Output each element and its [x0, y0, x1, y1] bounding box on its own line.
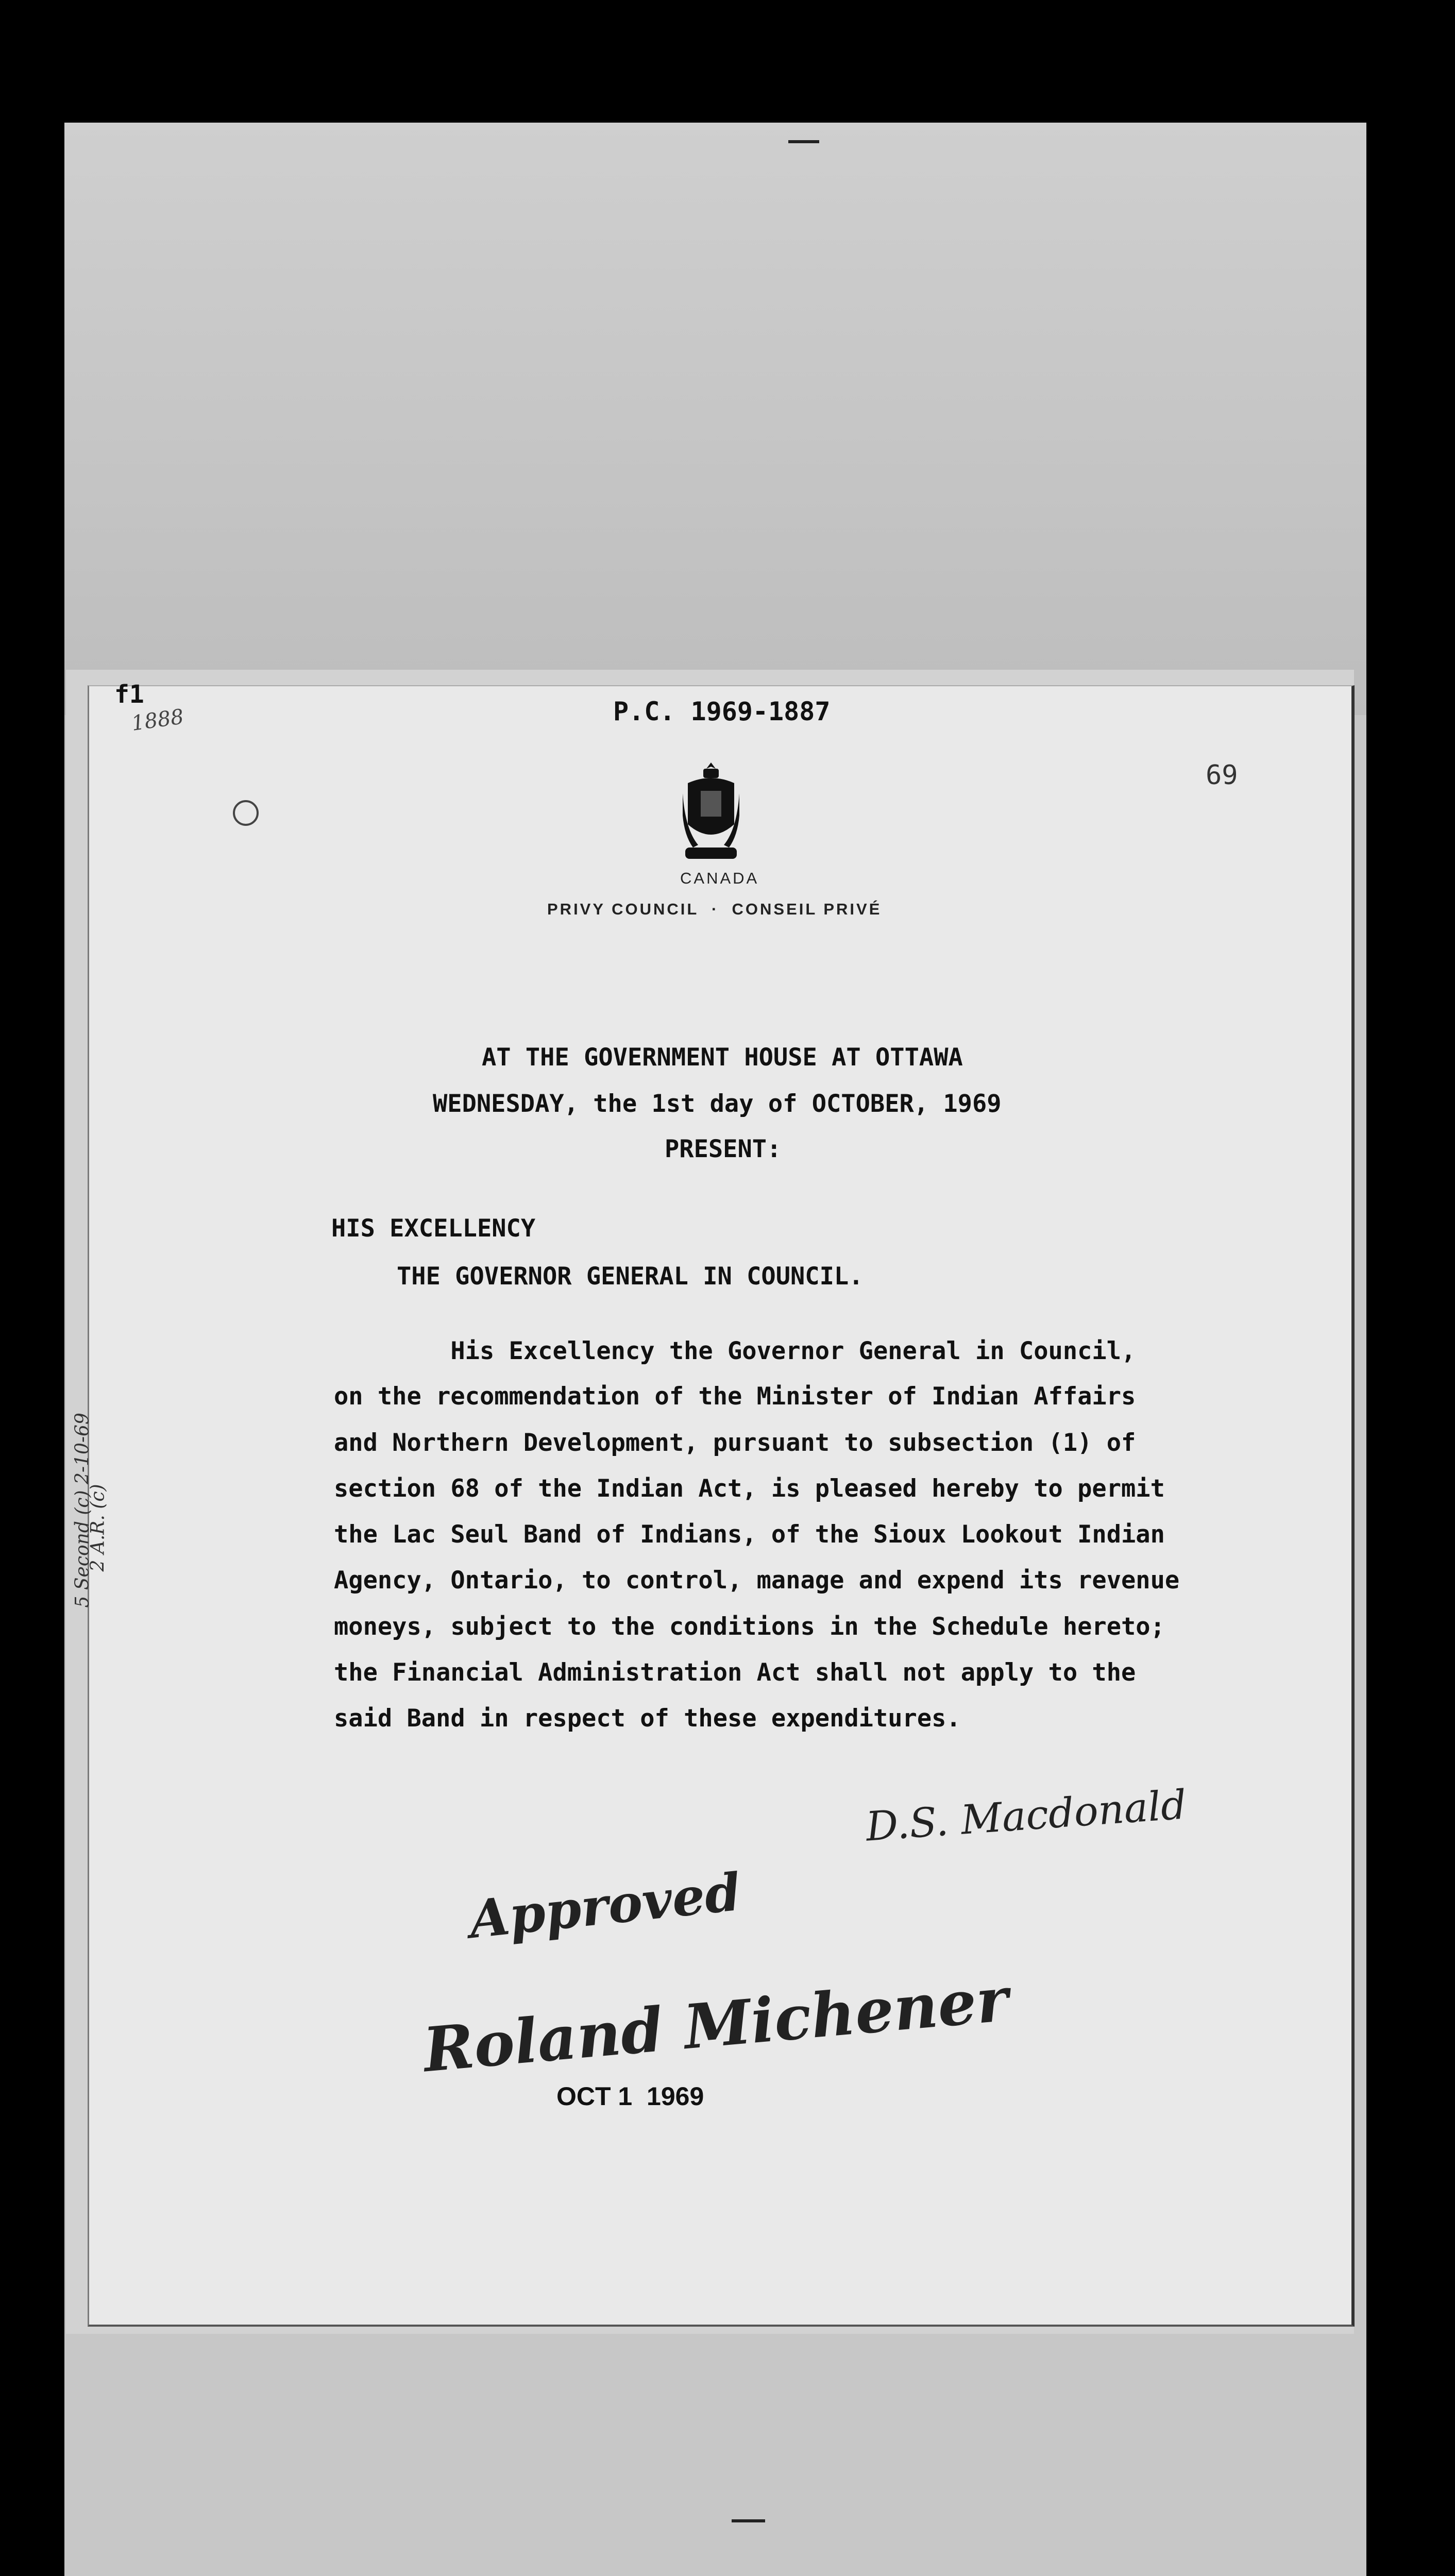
clerk-signature: D.S. Macdonald	[864, 1782, 1188, 1851]
heading-line-2: WEDNESDAY, the 1st day of OCTOBER, 1969	[433, 1090, 1002, 1118]
approval-date-stamp: OCT 1 1969	[556, 2082, 704, 2111]
margin-note: 5 Second (c) 2-10-69	[72, 1413, 93, 1608]
coat-of-arms-icon	[683, 762, 739, 866]
crest-caption: CANADA	[680, 869, 759, 887]
film-mark	[788, 140, 819, 143]
film-mark	[732, 2519, 765, 2522]
body-line: the Financial Administration Act shall not apply to the	[334, 1658, 1136, 1687]
salutation-line-1: HIS EXCELLENCY	[331, 1214, 536, 1243]
pc-number: P.C. 1969-1887	[613, 697, 831, 726]
document-page	[88, 685, 1355, 2327]
body-line: His Excellency the Governor General in Council,	[334, 1337, 1136, 1365]
body-line: moneys, subject to the conditions in the Schedule hereto;	[334, 1613, 1165, 1641]
margin-note: 2 A.R. (c)	[87, 1484, 109, 1572]
salutation-line-2: THE GOVERNOR GENERAL IN COUNCIL.	[397, 1262, 864, 1291]
body-line: and Northern Development, pursuant to subsection (1) of	[334, 1429, 1136, 1457]
punch-hole-icon	[233, 800, 259, 826]
approved-handwriting: Approved	[466, 1861, 744, 1951]
governor-general-signature: Roland Michener	[420, 1963, 1011, 2086]
page-number: 69	[1206, 760, 1238, 791]
body-line: on the recommendation of the Minister of Indian Affairs	[334, 1382, 1136, 1411]
heading-line-1: AT THE GOVERNMENT HOUSE AT OTTAWA	[482, 1043, 963, 1072]
body-line: Agency, Ontario, to control, manage and expend its revenue	[334, 1566, 1180, 1595]
privy-council-label: PRIVY COUNCIL · CONSEIL PRIVÉ	[547, 900, 882, 918]
body-line: said Band in respect of these expenditures.	[334, 1704, 961, 1733]
fl-mark: f1	[114, 680, 144, 709]
body-line: the Lac Seul Band of Indians, of the Sioux Lookout Indian	[334, 1520, 1165, 1549]
handwritten-number: 1888	[130, 705, 185, 736]
heading-line-3: PRESENT:	[665, 1135, 782, 1163]
body-line: section 68 of the Indian Act, is pleased hereby to permit	[334, 1475, 1165, 1503]
film-blank-area	[64, 123, 1366, 715]
